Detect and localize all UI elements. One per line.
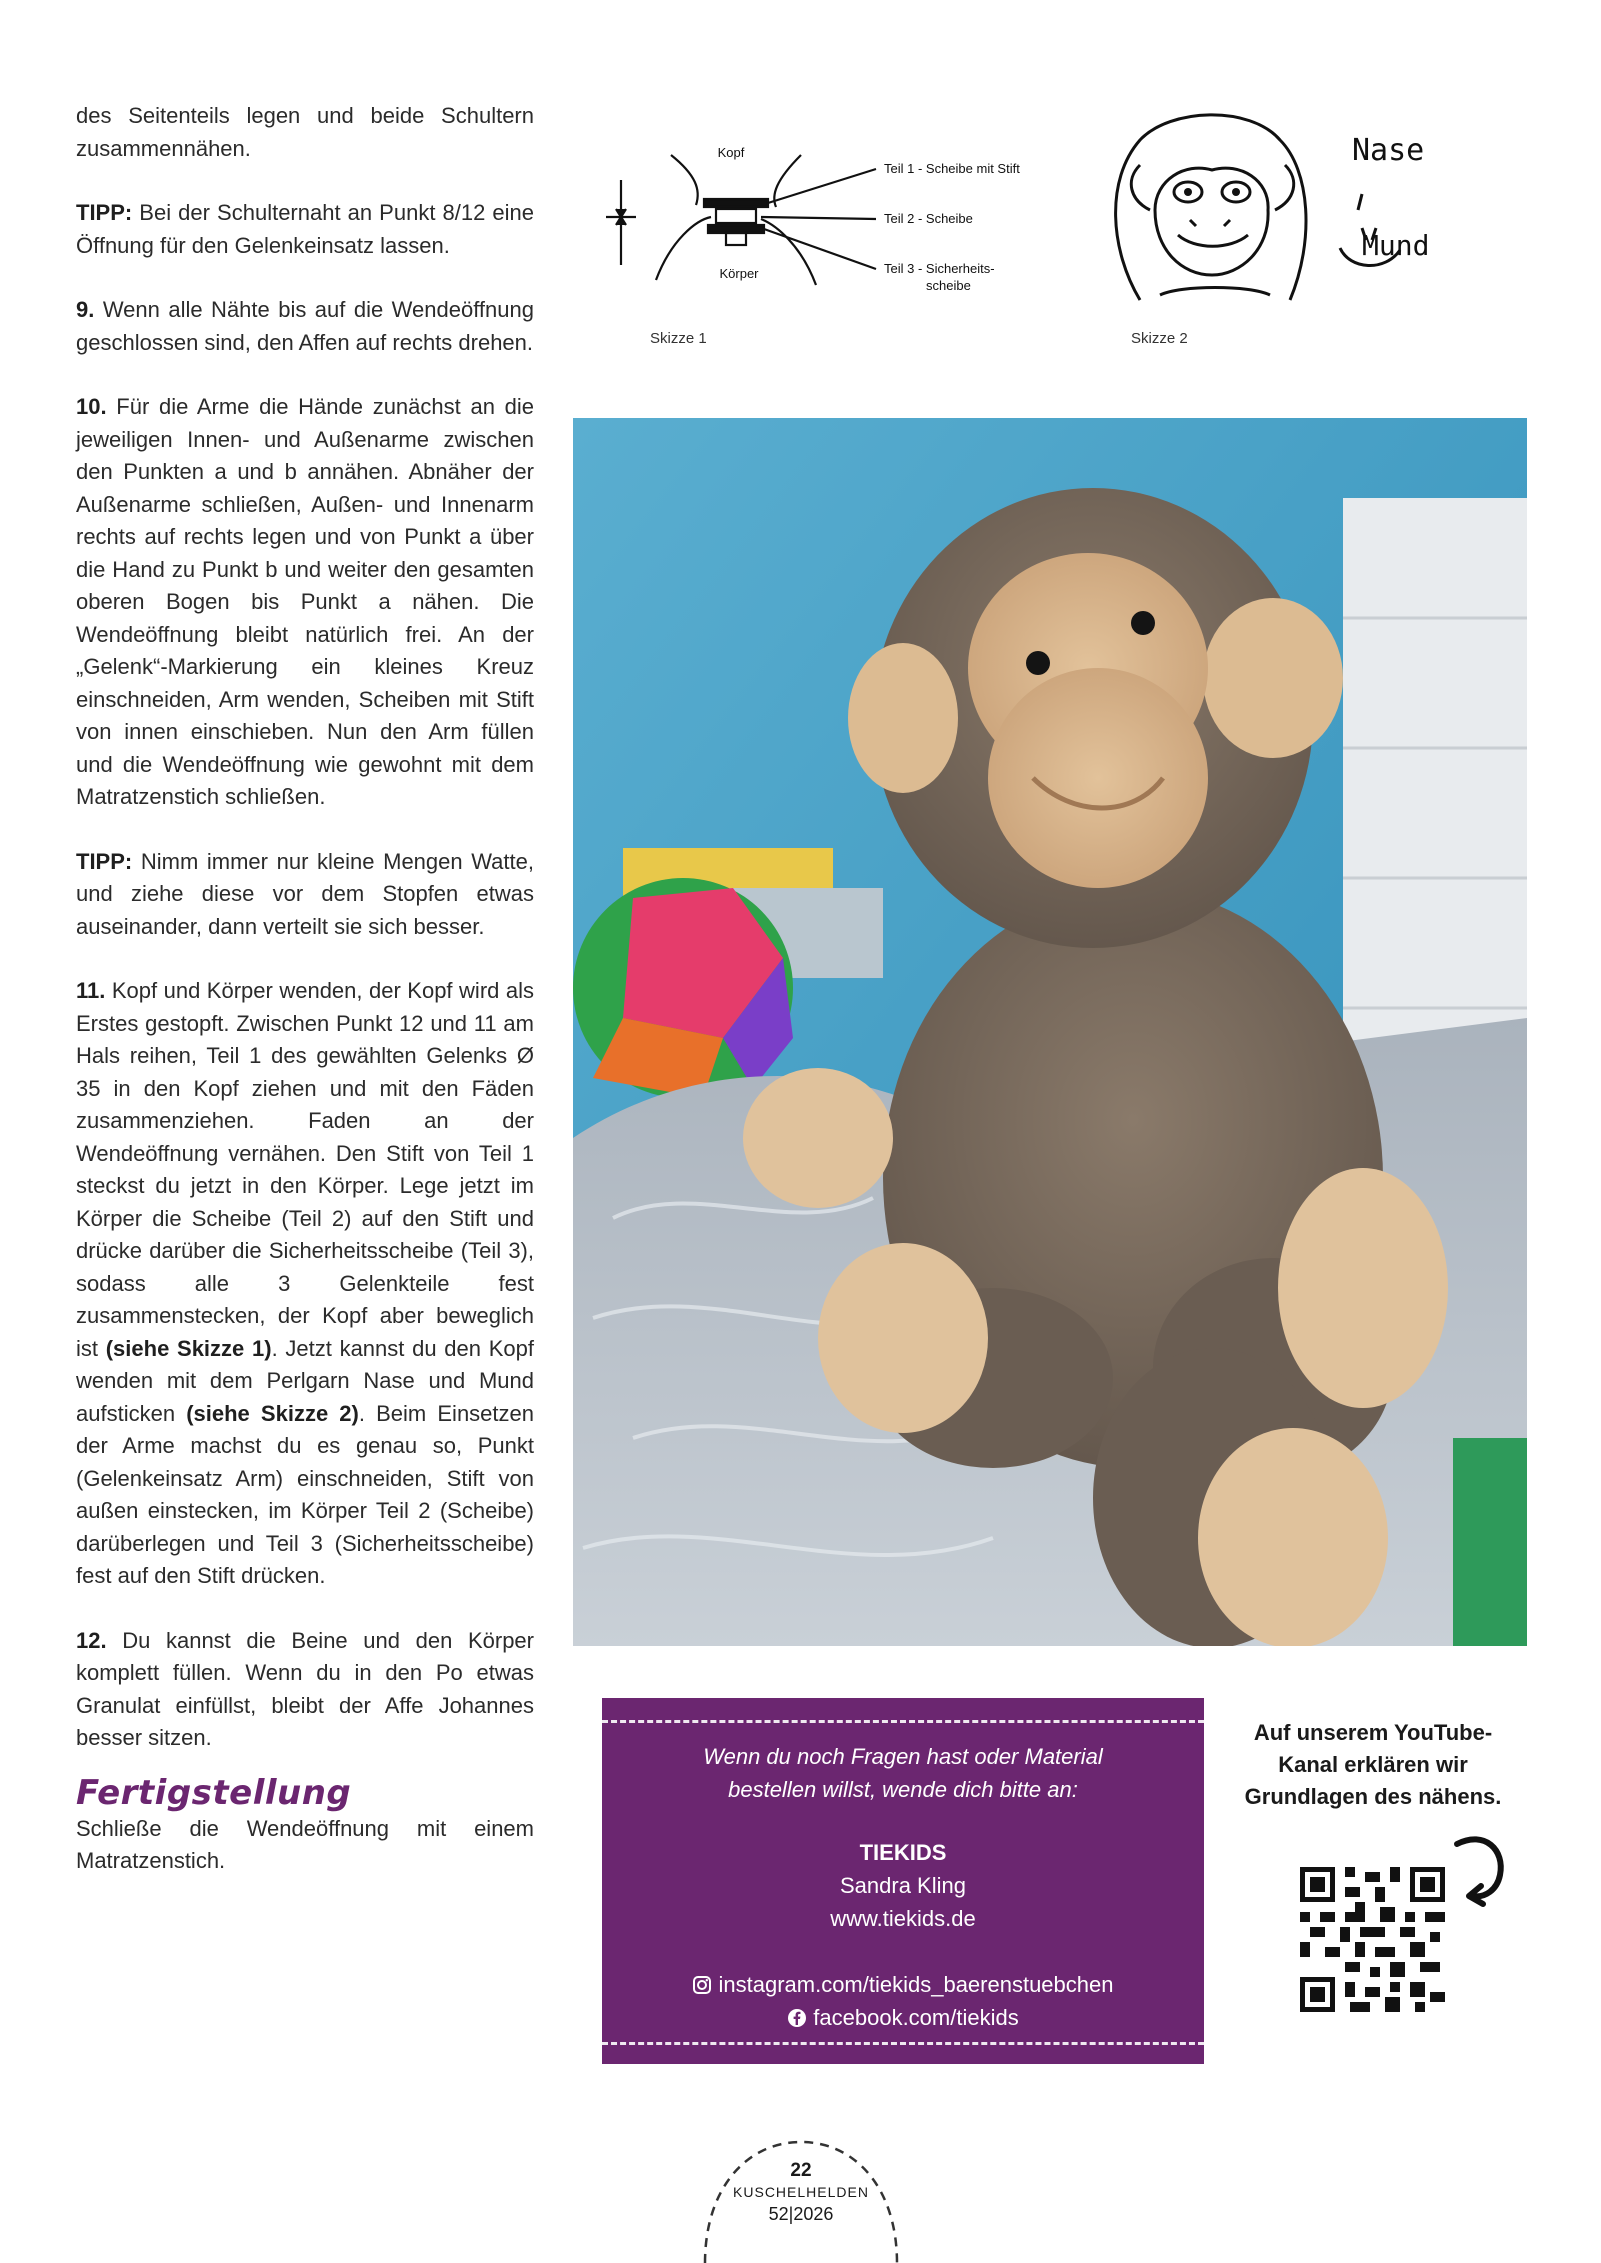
step-10: 10. Für die Arme die Hände zunächst an die jeweiligen Innen- und Außenarme zwischen den Punkten a und b annähen. Abnäher der Außenarme schließen, Außen- und Innenarm rechts auf rechts legen und von Punkt a über die Hand zu Punkt b und weiter den gesamten oberen Bogen bis Punkt a nähen. Die Wendeöffnung bleibt natürlich frei. An der „Gelenk“-Markierung ein kleines Kreuz einschneiden, Arm wenden, Scheiben mit Stift von innen einschieben. Nun den Arm füllen und die Wendeöffnung wie gewohnt mit dem Matratzenstich schließen. xyxy=(76,394,534,809)
label-koerper: Körper xyxy=(719,266,759,281)
youtube-note-line2: Kanal erklären wir xyxy=(1278,1752,1468,1777)
paragraph-intro: des Seitenteils legen und beide Schultern zusammennähen. xyxy=(76,103,534,161)
youtube-note-line1: Auf unserem YouTube- xyxy=(1253,1720,1493,1745)
article-text-column xyxy=(76,100,534,1910)
dashed-border-bottom xyxy=(602,2042,1204,2045)
monkey-plush-photo xyxy=(573,418,1527,1646)
website-link[interactable]: www.tiekids.de xyxy=(830,1906,976,1931)
step-12: 12. Du kannst die Beine und den Körper komplett füllen. Wenn du in den Po etwas Granulat einfüllst, bleibt der Affe Johannes besser sitzen. xyxy=(76,1627,534,1750)
label-teil1: Teil 1 - Scheibe mit Stift xyxy=(884,161,1020,176)
label-teil3-cont: scheibe xyxy=(926,278,971,293)
step-11: 11. Kopf und Körper wenden, der Kopf wird als Erstes gestopft. Zwischen Punkt 12 und 11 am Hals reihen, Teil 1 des gewählten Gelenks Ø 35 in den Kopf ziehen und mit den Fäden zusammenziehen. Faden an der Wendeöffnung vernähen. Den Stift von Teil 1 steckst du jetzt in den Körper. Lege jetzt im Körper die Scheibe (Teil 2) auf den Stift und drücke darüber die Sicherheitsscheibe (Teil 3), sodass alle 3 Gelenkteile fest zusammenstecken, der Kopf aber beweglich ist (siehe Skizze 1). Jetzt kannst du den Kopf wenden mit dem Perlgarn Nase und Mund aufsticken (siehe Skizze 2). Beim Einsetzen der Arme machst du es genau so, Punkt (Gelenkeinsatz Arm) einschneiden, Stift von außen einstecken, im Körper Teil 2 (Scheibe) darüberlegen und Teil 3 (Sicherheitsscheibe) fest auf den Stift drücken. xyxy=(76,978,534,1588)
contact-details xyxy=(602,1836,1204,1935)
youtube-note-line3: Grundlagen des nähens. xyxy=(1244,1784,1502,1809)
page-footer-badge xyxy=(697,2138,905,2263)
caption-sketch-1: Skizze 1 xyxy=(650,330,707,347)
dashed-border-top xyxy=(602,1720,1204,1723)
label-kopf: Kopf xyxy=(717,145,745,160)
step-9: 9. Wenn alle Nähte bis auf die Wendeöffnung geschlossen sind, den Affen auf rechts drehen. xyxy=(76,297,534,355)
label-teil2: Teil 2 - Scheibe xyxy=(884,211,973,226)
contact-person: Sandra Kling xyxy=(840,1873,966,1898)
final-instruction: Schließe die Wendeöffnung mit einem Matratzenstich. xyxy=(76,1815,534,1873)
label-nase: Nase xyxy=(1352,133,1425,168)
magazine-name: KUSCHELHELDEN xyxy=(733,2184,869,2200)
sketch-1-joint-diagram xyxy=(576,135,1086,315)
issue-number: 52|2026 xyxy=(768,2204,834,2224)
label-mund: Mund xyxy=(1362,229,1430,262)
curved-arrow-icon xyxy=(1445,1830,1515,1910)
contact-intro-line2: bestellen willst, wende dich bitte an: xyxy=(728,1777,1078,1802)
instagram-icon xyxy=(692,1975,712,1995)
social-links xyxy=(602,1968,1204,2034)
company-name: TIEKIDS xyxy=(859,1840,947,1865)
youtube-note xyxy=(1228,1717,1518,1813)
label-teil3: Teil 3 - Sicherheits- xyxy=(884,261,995,276)
facebook-link[interactable]: facebook.com/tiekids xyxy=(602,2001,1204,2034)
footer-dashed-arc xyxy=(697,2138,905,2263)
caption-sketch-2: Skizze 2 xyxy=(1131,330,1188,347)
page-number: 22 xyxy=(790,2160,812,2181)
contact-intro xyxy=(602,1740,1204,1806)
section-heading-fertigstellung: Fertigstellung xyxy=(76,1772,352,1813)
contact-intro-line1: Wenn du noch Fragen hast oder Material xyxy=(703,1744,1103,1769)
instagram-link[interactable]: instagram.com/tiekids_baerenstuebchen xyxy=(602,1968,1204,2001)
contact-info-box xyxy=(602,1698,1204,2064)
tip-stuffing: TIPP: Nimm immer nur kleine Mengen Watte, und ziehe diese vor dem Stopfen etwas auseinander, dann verteilt sie sich besser. xyxy=(76,848,534,939)
sketch-2-monkey-face xyxy=(1100,100,1490,325)
youtube-qr-code[interactable] xyxy=(1300,1867,1445,2012)
tip-shoulder: TIPP: Bei der Schulternaht an Punkt 8/12 eine Öffnung für den Gelenkeinsatz lassen. xyxy=(76,200,534,258)
facebook-icon xyxy=(787,2008,807,2028)
